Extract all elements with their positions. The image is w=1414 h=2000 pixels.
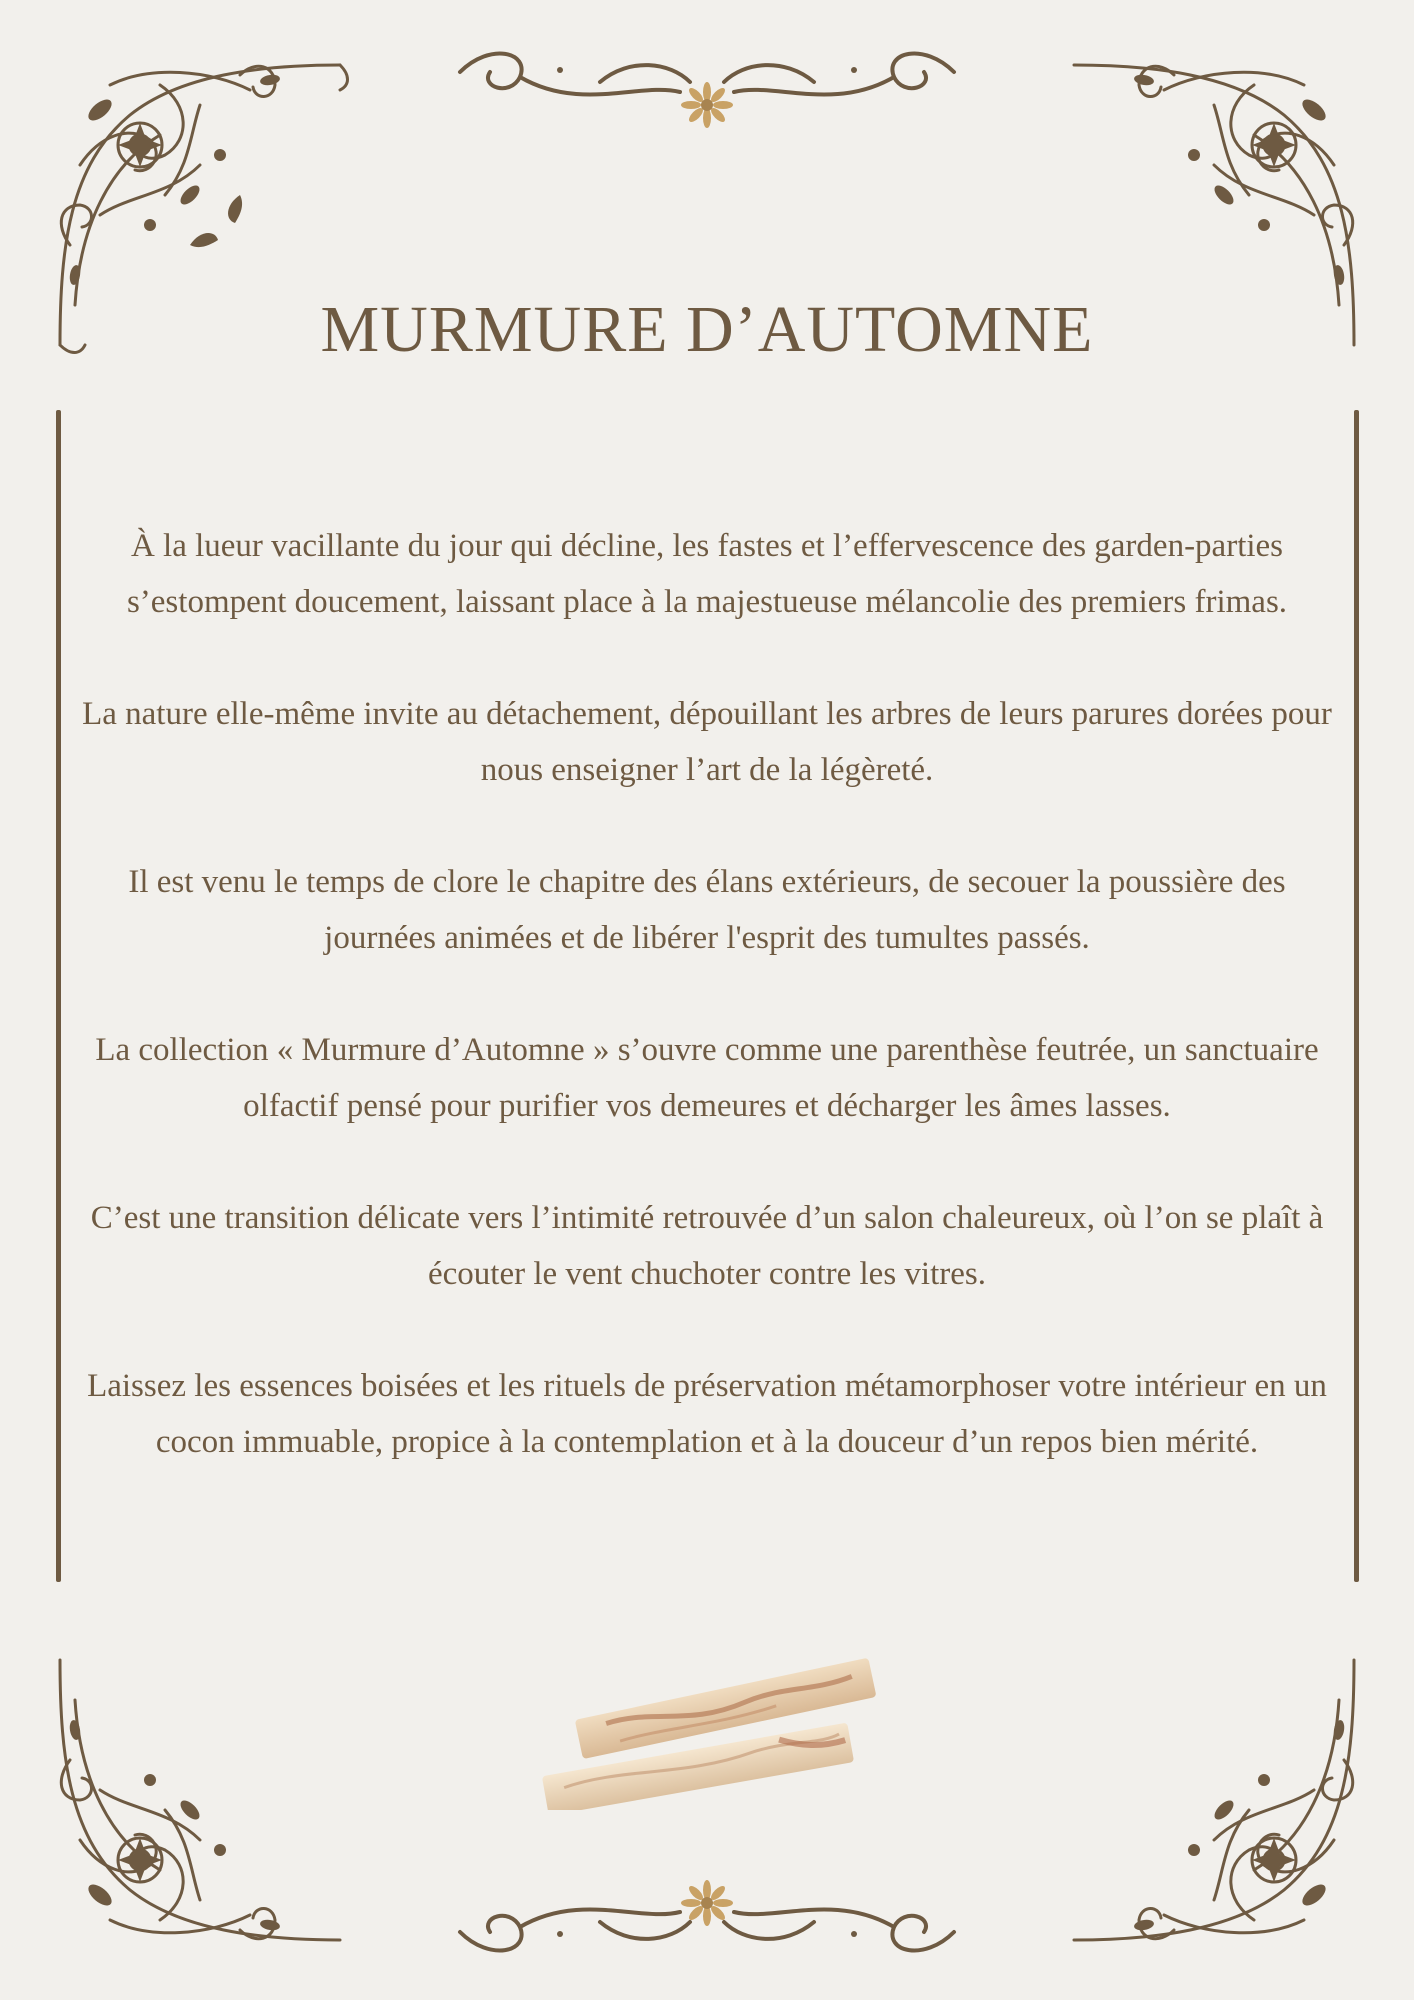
daisy-flower-icon [677,80,737,130]
paragraph: Il est venu le temps de clore le chapitre des élans extérieurs, de secouer la poussière des journées animées et de libérer l'esprit des tumultes passés. [128,864,1286,956]
body-text [70,518,1344,1526]
left-border-line [56,410,61,1582]
paragraph: C’est une transition délicate vers l’intimité retrouvée d’un salon chaleureux, où l’on se plaît à écouter le vent chuchoter contre les vitres. [90,1200,1324,1292]
paragraph: La collection « Murmure d’Automne » s’ouvre comme une parenthèse feutrée, un sanctuaire olfactif pensé pour purifier vos demeures et décharger les âmes lasses. [95,1032,1319,1124]
palo-santo-sticks-image [520,1650,920,1810]
floral-corner-ornament-icon [1044,1630,1374,1960]
floral-corner-ornament-icon [40,1630,370,1960]
paragraph: La nature elle-même invite au détachement, dépouillant les arbres de leurs parures dorées pour nous enseigner l’art de la légèreté. [82,696,1332,788]
page-title: MURMURE D’AUTOMNE [320,293,1094,366]
daisy-flower-icon [677,1878,737,1928]
paragraph: Laissez les essences boisées et les rituels de préservation métamorphoser votre intérieur en un cocon immuable, propice à la contemplation et à la douceur d’un repos bien mérité. [87,1368,1327,1460]
right-border-line [1354,410,1359,1582]
paragraph: À la lueur vacillante du jour qui décline, les fastes et l’effervescence des garden-parties s’estompent doucement, laissant place à la majestueuse mélancolie des premiers frimas. [126,528,1288,620]
